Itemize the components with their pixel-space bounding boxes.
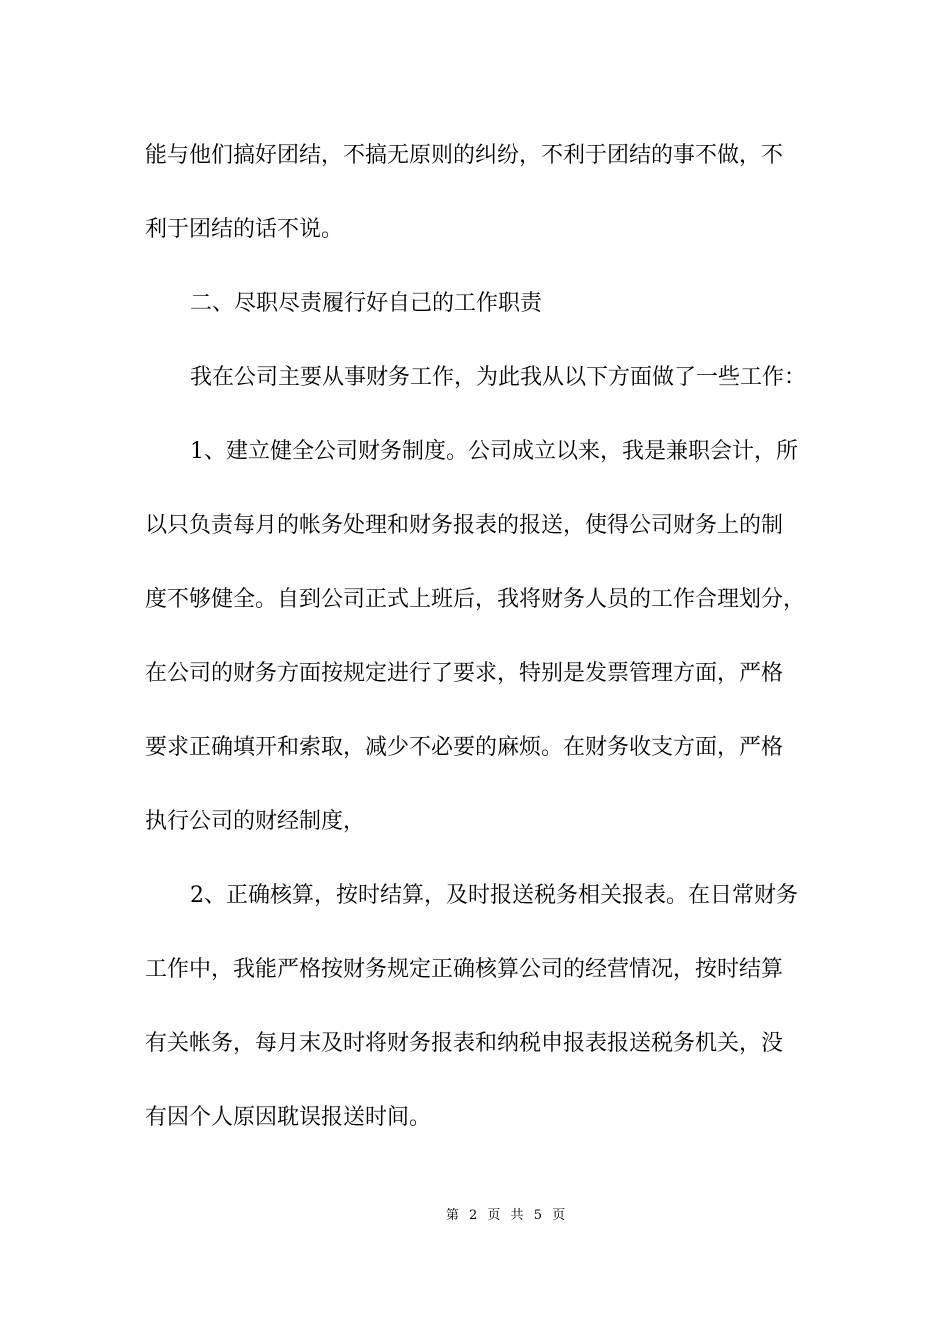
text-line-13: 有关帐务，每月末及时将财务报表和纳税申报表报送税务机关，没 bbox=[145, 1031, 784, 1056]
text-line-8: 在公司的财务方面按规定进行了要求，特别是发票管理方面，严格 bbox=[145, 661, 784, 686]
text-line-4: 我在公司主要从事财务工作，为此我从以下方面做了一些工作： bbox=[190, 365, 807, 390]
text-line-10: 执行公司的财经制度， bbox=[145, 809, 366, 834]
text-line-1: 能与他们搞好团结，不搞无原则的纠纷，不利于团结的事不做，不 bbox=[145, 143, 784, 168]
text-line-9: 要求正确填开和索取，减少不必要的麻烦。在财务收支方面，严格 bbox=[145, 735, 784, 760]
text-line-7: 度不够健全。自到公司正式上班后，我将财务人员的工作合理划分， bbox=[145, 587, 806, 612]
text-line-12: 工作中，我能严格按财务规定正确核算公司的经营情况，按时结算 bbox=[145, 957, 784, 982]
text-line-2: 利于团结的话不说。 bbox=[145, 217, 344, 242]
text-line-11: 2、正确核算，按时结算，及时报送税务相关报表。在日常财务 bbox=[190, 883, 798, 908]
page-number-footer: 第 2 页 共 5 页 bbox=[445, 1208, 569, 1223]
text-line-5: 1、建立健全公司财务制度。公司成立以来，我是兼职会计，所 bbox=[190, 439, 798, 464]
text-line-6: 以只负责每月的帐务处理和财务报表的报送，使得公司财务上的制 bbox=[145, 513, 784, 538]
section-heading: 二、尽职尽责履行好自己的工作职责 bbox=[190, 291, 543, 316]
text-line-14: 有因个人原因耽误报送时间。 bbox=[145, 1105, 432, 1130]
